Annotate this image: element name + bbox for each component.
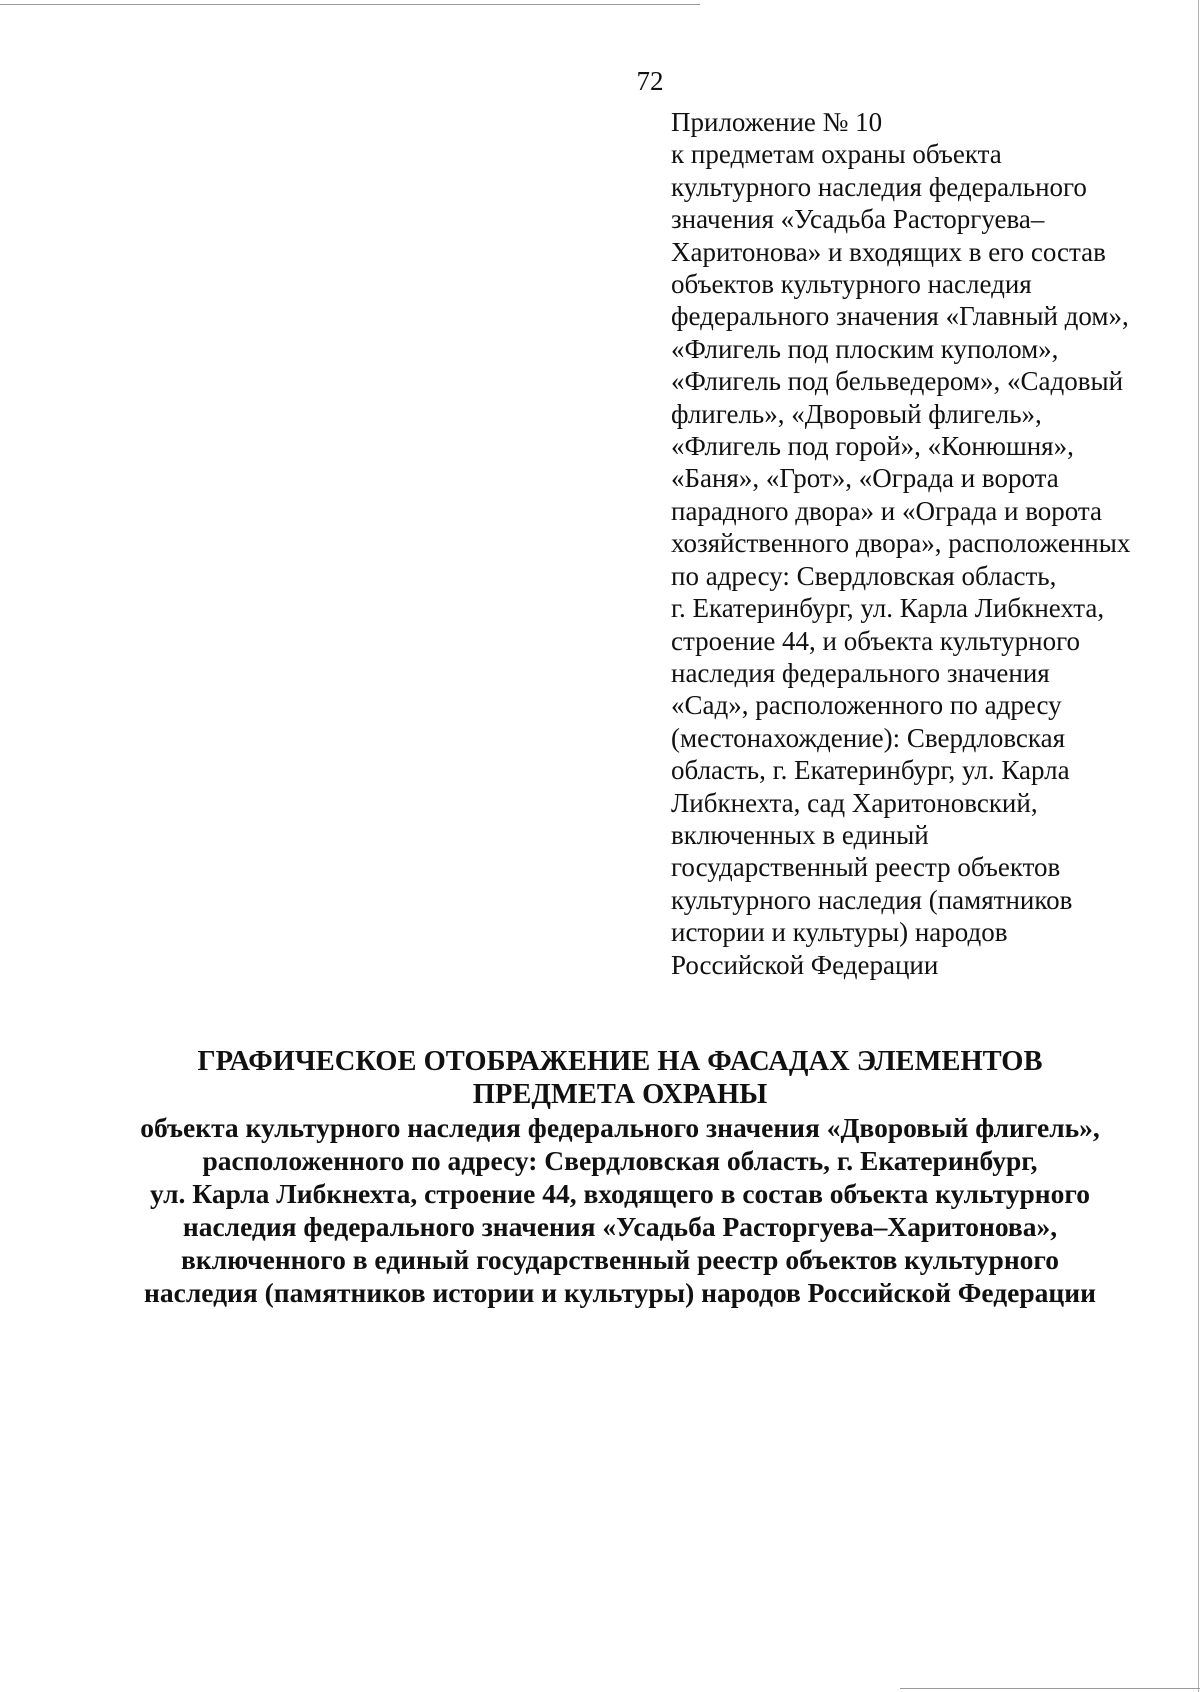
scan-edge-right (1198, 0, 1199, 1692)
appendix-line: г. Екатеринбург, ул. Карла Либкнехта, (671, 593, 1105, 624)
heading-subtitle-line: расположенного по адресу: Свердловская область, г. Екатеринбург, (202, 1145, 1038, 1176)
heading-title-line: ПРЕДМЕТА ОХРАНЫ (472, 1079, 768, 1110)
appendix-line: включенных в единый (671, 819, 929, 850)
heading-subtitle-line: включенного в единый государственный реестр объектов культурного (181, 1244, 1059, 1275)
appendix-line: «Сад», расположенного по адресу (671, 690, 1062, 721)
appendix-line: истории и культуры) народов (671, 917, 1008, 948)
scan-edge-bottom (900, 1688, 1200, 1689)
appendix-line: культурного наследия (памятников (671, 884, 1073, 915)
appendix-line: «Флигель под горой», «Конюшня», (671, 431, 1074, 462)
appendix-line: государственный реестр объектов (671, 852, 1061, 883)
appendix-line: по адресу: Свердловская область, (671, 560, 1057, 591)
appendix-line: «Флигель под плоским куполом», (671, 333, 1059, 364)
heading-subtitle-line: наследия федерального значения «Усадьба Расторгуева–Харитонова», (182, 1211, 1058, 1242)
appendix-line: культурного наследия федерального (671, 171, 1087, 202)
appendix-line: флигель», «Дворовый флигель», (671, 398, 1042, 429)
appendix-line: Либкнехта, сад Харитоновский, (671, 787, 1038, 818)
heading-subtitle-line: ул. Карла Либкнехта, строение 44, входящего в состав объекта культурного (150, 1178, 1090, 1209)
appendix-line: Российской Федерации (671, 949, 939, 980)
appendix-line: «Флигель под бельведером», «Садовый (671, 366, 1124, 397)
appendix-line: наследия федерального значения (671, 657, 1050, 688)
appendix-line: федерального значения «Главный дом», (671, 301, 1129, 332)
appendix-line: парадного двора» и «Ограда и ворота (671, 495, 1103, 526)
page-number: 72 (636, 66, 664, 96)
heading-subtitle-line: наследия (памятников истории и культуры) народов Российской Федерации (144, 1277, 1096, 1308)
appendix-line: Приложение № 10 (671, 107, 883, 137)
appendix-line: значения «Усадьба Расторгуева– (671, 204, 1045, 235)
appendix-line: к предметам охраны объекта (671, 139, 1002, 170)
appendix-line: объектов культурного наследия (671, 269, 1032, 300)
appendix-line: хозяйственного двора», расположенных (671, 528, 1131, 559)
appendix-line: Харитонова» и входящих в его состав (671, 236, 1106, 267)
appendix-note (671, 106, 1171, 981)
scan-edge-top (0, 4, 700, 5)
appendix-line: (местонахождение): Свердловская (671, 722, 1066, 753)
appendix-line: «Баня», «Грот», «Ограда и ворота (671, 463, 1059, 494)
document-heading (120, 1045, 1120, 1309)
heading-title-line: ГРАФИЧЕСКОЕ ОТОБРАЖЕНИЕ НА ФАСАДАХ ЭЛЕМЕНТОВ (197, 1046, 1043, 1077)
appendix-line: область, г. Екатеринбург, ул. Карла (671, 755, 1070, 786)
heading-subtitle-line: объекта культурного наследия федерального значения «Дворовый флигель», (140, 1112, 1100, 1143)
appendix-line: строение 44, и объекта культурного (671, 625, 1080, 656)
